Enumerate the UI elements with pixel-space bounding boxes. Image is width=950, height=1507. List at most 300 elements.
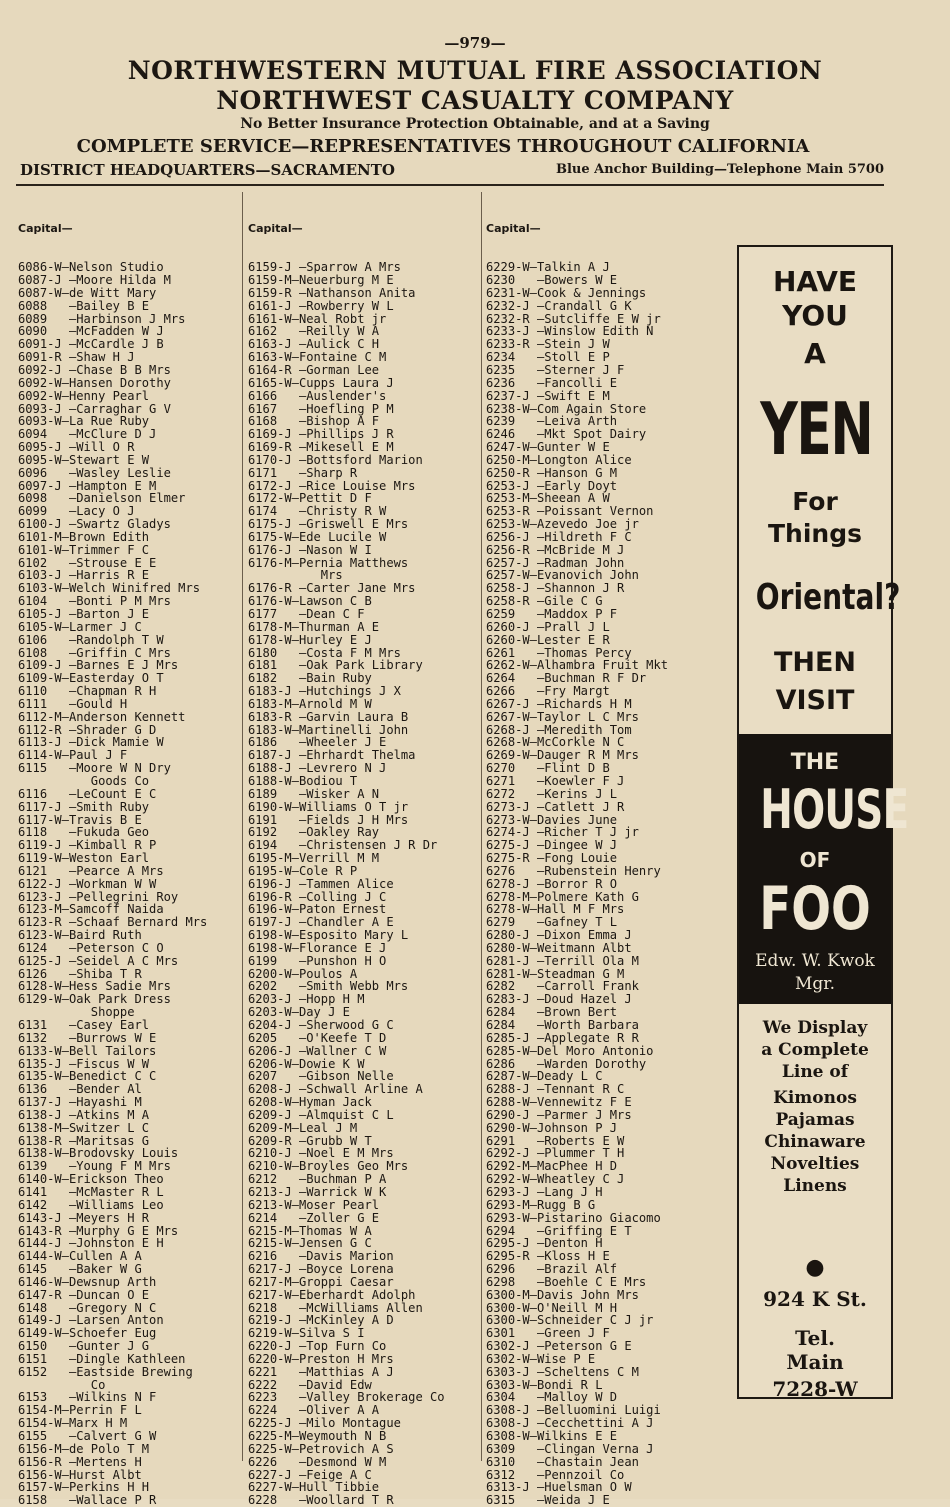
listing-entry: 6278-W—Hall M F Mrs xyxy=(486,902,625,917)
listing-entry: 6157-W—Perkins H H xyxy=(18,1480,150,1495)
listing-entry: 6189 —Wisker A N xyxy=(248,786,380,801)
ad-line: For xyxy=(792,487,838,516)
listing-entry: 6139 —Young F M Mrs xyxy=(18,1159,171,1174)
ad-products-section xyxy=(739,1004,891,1401)
listing-entry: 6187-J —Ehrhardt Thelma xyxy=(248,748,416,763)
listing-entry: 6230 —Bowers W E xyxy=(486,273,618,288)
listing-entry: 6087-W—de Witt Mary xyxy=(18,285,157,300)
listing-entry: 6176-W—Lawson C B xyxy=(248,594,372,609)
listing-entry: Mrs xyxy=(248,568,343,583)
listing-column-3 xyxy=(486,197,718,1507)
ad-store-line: THE xyxy=(790,750,840,775)
listing-entry: 6215-M—Thomas W A xyxy=(248,1223,372,1238)
ad-product-line: We Display xyxy=(762,1018,868,1038)
listing-entry: 6236 —Fancolli E xyxy=(486,375,618,390)
listing-entry: 6115 —Moore W N Dry xyxy=(18,761,171,776)
listing-entry: 6122-J —Workman W W xyxy=(18,876,157,891)
listing-entry: 6203-J —Hopp H M xyxy=(248,992,365,1007)
listing-entry: 6278-M—Polmere Kath G xyxy=(486,889,639,904)
listing-entry: 6138-R —Maritsas G xyxy=(18,1133,150,1148)
listing-entry: 6144-W—Cullen A A xyxy=(18,1249,142,1264)
listing-entry: 6108 —Griffin C Mrs xyxy=(18,645,171,660)
listing-entry: 6196-J —Tammen Alice xyxy=(248,876,394,891)
listing-entry: 6199 —Punshon H O xyxy=(248,953,387,968)
listing-entry: 6258-J —Shannon J R xyxy=(486,581,625,596)
column-header: Capital— xyxy=(486,221,541,235)
listing-entry: 6175-W—Ede Lucile W xyxy=(248,529,387,544)
listing-entry: 6235 —Sterner J F xyxy=(486,362,625,377)
listing-entry: Co xyxy=(18,1377,106,1392)
ad-product-line: Pajamas xyxy=(775,1110,855,1130)
listing-entry: 6267-W—Taylor L C Mrs xyxy=(486,709,639,724)
listing-entry: 6119-W—Weston Earl xyxy=(18,851,150,866)
listing-entry: 6287-W—Deady L C xyxy=(486,1069,603,1084)
listing-entry: 6086-W—Nelson Studio xyxy=(18,260,164,275)
listing-entry: 6192 —Oakley Ray xyxy=(248,825,380,840)
listing-entry: 6200-W—Poulos A xyxy=(248,966,358,981)
listing-entry: 6292-J —Plummer T H xyxy=(486,1146,625,1161)
listing-entry: 6118 —Fukuda Geo xyxy=(18,825,150,840)
listing-entry: 6183-W—Martinelli John xyxy=(248,722,409,737)
listing-entry: 6304 —Malloy W D xyxy=(486,1390,618,1405)
column-header: Capital— xyxy=(248,221,303,235)
listing-entry: 6300-W—O'Neill M H xyxy=(486,1300,618,1315)
listing-entry: 6091-R —Shaw H J xyxy=(18,350,135,365)
listing-entry: 6168 —Bishop A F xyxy=(248,414,380,429)
listing-entry: 6167 —Hoefling P M xyxy=(248,401,394,416)
listing-entry: 6291 —Roberts E W xyxy=(486,1133,625,1148)
listing-entry: 6259 —Maddox P F xyxy=(486,607,618,621)
listing-entry: 6126 —Shiba T R xyxy=(18,966,142,981)
listing-entry: 6182 —Bain Ruby xyxy=(248,671,372,686)
listing-entry: 6223 —Valley Brokerage Co xyxy=(248,1390,445,1405)
listing-entry: 6109-J —Barnes E J Mrs xyxy=(18,658,179,673)
listing-entry: 6132 —Burrows W E xyxy=(18,1030,157,1045)
listing-entry: 6302-J —Peterson G E xyxy=(486,1339,632,1354)
listing-entry: 6313-J —Huelsman O W xyxy=(486,1480,632,1495)
listing-entry: 6273-J —Catlett J R xyxy=(486,799,625,814)
listing-entry: 6227-J —Feige A C xyxy=(248,1467,372,1482)
listing-entry: 6121 —Pearce A Mrs xyxy=(18,863,164,878)
listing-entry: 6198-W—Florance E J xyxy=(248,940,387,955)
listing-entry: 6092-W—Hansen Dorothy xyxy=(18,375,171,390)
listing-entry: 6285-W—Del Moro Antonio xyxy=(486,1043,654,1058)
listing-entry: 6176-J —Nason W I xyxy=(248,542,372,557)
listing-entry: 6216 —Davis Marion xyxy=(248,1249,394,1264)
listing-entry: 6225-W—Petrovich A S xyxy=(248,1441,394,1456)
listing-entry: 6283-J —Doud Hazel J xyxy=(486,992,632,1007)
listing-entry: 6260-J —Prall J L xyxy=(486,619,610,634)
listing-entry: 6140-W—Erickson Theo xyxy=(18,1172,164,1187)
column-header: Capital— xyxy=(18,221,73,235)
listing-entry: 6292-M—MacPhee H D xyxy=(486,1159,618,1174)
listing-entry: 6247-W—Gunter W E xyxy=(486,440,610,455)
listing-entry: 6180 —Costa F M Mrs xyxy=(248,645,401,660)
listing-entry: 6208-J —Schwall Arline A xyxy=(248,1082,423,1097)
listing-entry: 6149-J —Larsen Anton xyxy=(18,1313,164,1328)
listing-entry: 6151 —Dingle Kathleen xyxy=(18,1351,186,1366)
ad-line: THEN xyxy=(773,647,857,678)
ad-line: Oriental? xyxy=(755,577,901,618)
listing-entry: 6298 —Boehle C E Mrs xyxy=(486,1274,647,1289)
listing-column-2 xyxy=(248,197,480,1507)
listing-entry: 6197-J —Chandler A E xyxy=(248,915,394,930)
listing-entry: 6163-W—Fontaine C M xyxy=(248,350,387,365)
page-number: —979— xyxy=(444,34,506,52)
listing-entry: 6234 —Stoll E P xyxy=(486,350,610,365)
listing-entry: 6221 —Matthias A J xyxy=(248,1364,394,1379)
listing-entry: 6137-J —Hayashi M xyxy=(18,1095,142,1110)
listing-entry: 6112-M—Anderson Kennett xyxy=(18,709,186,724)
listing-entry: 6095-J —Will O R xyxy=(18,440,135,455)
listing-entry: 6237-J —Swift E M xyxy=(486,388,610,403)
listing-entry: 6219-J —McKinley A D xyxy=(248,1313,394,1328)
listing-entry: 6205 —O'Keefe T D xyxy=(248,1030,387,1045)
listing-entry: 6224 —Oliver A A xyxy=(248,1403,380,1418)
ad-store-line: OF xyxy=(799,848,831,872)
listing-entry: 6091-J —McCardle J B xyxy=(18,337,164,352)
listing-entry: 6232-R —Sutcliffe E W jr xyxy=(486,311,661,326)
listing-entry: 6288-J —Tennant R C xyxy=(486,1082,625,1097)
listing-entry: 6092-J —Chase B B Mrs xyxy=(18,362,171,377)
listing-entry: 6162 —Reilly W A xyxy=(248,324,380,339)
ad-phone-number: 7228-W xyxy=(772,1377,858,1401)
listing-entry: 6161-J —Rowberry W L xyxy=(248,298,394,313)
ad-store-name-block xyxy=(739,734,909,1004)
ad-question-section xyxy=(739,247,901,732)
listing-entry: 6232-J —Crandall G K xyxy=(486,298,632,313)
listing-entry: 6089 —Harbinson J Mrs xyxy=(18,311,186,326)
listing-entry: 6204-J —Sherwood G C xyxy=(248,1018,394,1032)
ad-product-line: Line of xyxy=(781,1062,849,1082)
listing-entry: 6302-W—Wise P E xyxy=(486,1351,596,1366)
listing-entry: 6164-R —Gorman Lee xyxy=(248,362,380,377)
ad-store-line: FOO xyxy=(759,874,871,944)
listing-entry: 6309 —Clingan Verna J xyxy=(486,1441,654,1456)
listing-entry: 6165-W—Cupps Laura J xyxy=(248,375,394,390)
listing-entry: 6170-J —Bottsford Marion xyxy=(248,452,423,467)
listing-entry: 6218 —McWilliams Allen xyxy=(248,1300,423,1315)
listing-entry: 6209-R —Grubb W T xyxy=(248,1133,372,1148)
listing-entry: 6188-W—Bodiou T xyxy=(248,773,358,788)
listing-entry: 6256-R —McBride M J xyxy=(486,542,625,557)
listing-entry: 6159-J —Sparrow A Mrs xyxy=(248,260,401,275)
listing-entry: 6183-J —Hutchings J X xyxy=(248,684,401,699)
listing-entry: 6090 —McFadden W J xyxy=(18,324,164,339)
listing-entry: 6163-J —Aulick C H xyxy=(248,337,380,352)
listing-entry: 6131 —Casey Earl xyxy=(18,1018,150,1032)
listing-entry: 6143-R —Murphy G E Mrs xyxy=(18,1223,179,1238)
listing-entry: 6095-W—Stewart E W xyxy=(18,452,150,467)
listing-entry: 6227-W—Hull Tibbie xyxy=(248,1480,380,1495)
listing-entry: 6183-R —Garvin Laura B xyxy=(248,709,409,724)
listing-entry: 6239 —Leiva Arth xyxy=(486,414,618,429)
listing-entry: 6123-M—Samcoff Naida xyxy=(18,902,164,917)
listing-entry: 6280-W—Weitmann Albt xyxy=(486,940,632,955)
listing-entry: 6097-J —Hampton E M xyxy=(18,478,157,493)
listing-entry: 6308-W—Wilkins E E xyxy=(486,1429,618,1443)
ad-product-line: a Complete xyxy=(761,1040,869,1060)
listing-entry: 6169-R —Mikesell E M xyxy=(248,440,394,455)
listing-entry: 6295-J —Denton H xyxy=(486,1236,603,1251)
listing-entry: 6100-J —Swartz Gladys xyxy=(18,517,171,532)
ad-manager-name: Edw. W. Kwok xyxy=(755,951,875,971)
listing-entry: 6212 —Buchman P A xyxy=(248,1172,387,1187)
listing-entry: 6295-R —Kloss H E xyxy=(486,1249,610,1264)
listing-entry: 6220-J —Top Furn Co xyxy=(248,1339,387,1354)
listing-entry: 6213-W—Moser Pearl xyxy=(248,1197,380,1212)
ad-bullet: ● xyxy=(805,1254,825,1280)
listing-entry: 6229-W—Talkin A J xyxy=(486,260,610,275)
listing-entry: 6296 —Brazil Alf xyxy=(486,1262,618,1277)
listing-entry: 6253-R —Poissant Vernon xyxy=(486,504,654,519)
listing-entry: 6155 —Calvert G W xyxy=(18,1429,157,1443)
listing-entry: 6303-W—Bondi R L xyxy=(486,1377,603,1392)
listing-entry: 6198-W—Esposito Mary L xyxy=(248,928,409,943)
listing-entry: 6300-W—Schneider C J jr xyxy=(486,1313,654,1328)
listing-entry: 6166 —Auslender's xyxy=(248,388,387,403)
listing-entry: 6103-J —Harris R E xyxy=(18,568,150,583)
listing-entry: 6261 —Thomas Percy xyxy=(486,645,632,660)
listing-entry: 6222 —David Edw xyxy=(248,1377,372,1392)
listing-entry: 6171 —Sharp R xyxy=(248,465,358,480)
house-of-foo-advertisement xyxy=(737,245,909,1401)
ad-product-line: Novelties xyxy=(770,1154,860,1174)
listing-entry: 6161-W—Neal Robt jr xyxy=(248,311,387,326)
listing-entry: 6159-R —Nathanson Anita xyxy=(248,285,416,300)
listing-entry: 6266 —Fry Margt xyxy=(486,684,610,699)
listing-entry: 6284 —Worth Barbara xyxy=(486,1018,639,1032)
listing-entry: 6312 —Pennzoil Co xyxy=(486,1467,625,1482)
ad-tel-label: Tel. xyxy=(795,1326,835,1350)
listing-entry: 6128-W—Hess Sadie Mrs xyxy=(18,979,171,994)
listing-entry: 6150 —Gunter J G xyxy=(18,1339,150,1354)
listing-entry: 6143-J —Meyers H R xyxy=(18,1210,150,1225)
ad-product-line: Linens xyxy=(783,1176,847,1196)
listing-entry: 6109-W—Easterday O T xyxy=(18,671,164,686)
listing-entry: 6290-J —Parmer J Mrs xyxy=(486,1107,632,1122)
ad-product-line: Chinaware xyxy=(764,1132,866,1152)
listing-entry: 6106 —Randolph T W xyxy=(18,632,164,647)
listing-entry: 6146-W—Dewsnup Arth xyxy=(18,1274,157,1289)
listing-entry: 6138-J —Atkins M A xyxy=(18,1107,150,1122)
listing-entry: 6213-J —Warrick W K xyxy=(248,1184,387,1199)
listing-entry: 6110 —Chapman R H xyxy=(18,684,157,699)
listing-entry: 6217-M—Groppi Caesar xyxy=(248,1274,394,1289)
listing-entry: 6183-M—Arnold M W xyxy=(248,696,372,711)
listing-entry: 6270 —Flint D B xyxy=(486,761,610,776)
listing-entry: 6087-J —Moore Hilda M xyxy=(18,273,171,288)
listing-entry: 6174 —Christy R W xyxy=(248,504,387,519)
listing-entry: 6293-W—Pistarino Giacomo xyxy=(486,1210,661,1225)
ad-address: 924 K St. xyxy=(763,1287,867,1311)
listing-entry: 6169-J —Phillips J R xyxy=(248,427,394,442)
listing-entry: 6225-J —Milo Montague xyxy=(248,1416,401,1431)
listing-entry: 6271 —Koewler F J xyxy=(486,773,625,788)
listing-entry: 6119-J —Kimball R P xyxy=(18,838,157,853)
listing-entry: 6217-W—Eberhardt Adolph xyxy=(248,1287,416,1302)
listing-entry: 6207 —Gibson Nelle xyxy=(248,1069,394,1084)
listing-entry: 6281-W—Steadman G M xyxy=(486,966,625,981)
listing-entry: 6300-M—Davis John Mrs xyxy=(486,1287,639,1302)
listing-entry: 6123-W—Baird Ruth xyxy=(18,928,142,943)
listing-entry: 6190-W—Williams O T jr xyxy=(248,799,409,814)
listing-entry: 6135-W—Benedict C C xyxy=(18,1069,157,1084)
listing-entry: 6284 —Brown Bert xyxy=(486,1005,618,1020)
listing-entry: 6217-J —Boyce Lorena xyxy=(248,1262,394,1277)
listing-entry: 6231-W—Cook & Jennings xyxy=(486,285,647,300)
listing-entry: 6147-R —Duncan O E xyxy=(18,1287,150,1302)
listing-entry: 6272 —Kerins J L xyxy=(486,786,618,801)
header-title-casualty-company: NORTHWEST CASUALTY COMPANY xyxy=(216,86,734,115)
listing-entry: 6093-J —Carraghar G V xyxy=(18,401,171,416)
ad-manager-title: Mgr. xyxy=(795,974,835,994)
listing-entry: 6156-W—Hurst Albt xyxy=(18,1467,142,1482)
ad-headline: YEN xyxy=(760,387,873,471)
listing-entry: 6186 —Wheeler J E xyxy=(248,735,387,750)
listing-entry: 6175-J —Griswell E Mrs xyxy=(248,517,409,532)
listing-entry: Shoppe xyxy=(18,1005,135,1020)
listing-entry: 6104 —Bonti P M Mrs xyxy=(18,594,171,609)
listing-entry: 6290-W—Johnson P J xyxy=(486,1120,618,1135)
listing-entry: 6116 —LeCount E C xyxy=(18,786,157,801)
listing-entry: 6286 —Warden Dorothy xyxy=(486,1056,647,1071)
listing-entry: 6308-J —Cecchettini A J xyxy=(486,1416,654,1431)
listing-entry: 6276 —Rubenstein Henry xyxy=(486,863,661,878)
listing-entry: 6262-W—Alhambra Fruit Mkt xyxy=(486,658,669,673)
listing-entry: 6195-W—Cole R P xyxy=(248,863,358,878)
listing-entry: 6253-W—Azevedo Joe jr xyxy=(486,517,639,532)
listing-entry: 6149-W—Schoefer Eug xyxy=(18,1326,157,1341)
listing-entry: 6123-R —Schaaf Bernard Mrs xyxy=(18,915,208,930)
listing-entry: 6219-W—Silva S I xyxy=(248,1326,365,1341)
listing-entry: 6206-W—Dowie K W xyxy=(248,1056,365,1071)
listing-entry: 6136 —Bender Al xyxy=(18,1082,142,1097)
listing-entry: 6148 —Gregory N C xyxy=(18,1300,157,1315)
listing-entry: 6154-M—Perrin F L xyxy=(18,1403,142,1418)
listing-entry: 6176-R —Carter Jane Mrs xyxy=(248,581,416,596)
listing-entry: 6268-J —Meredith Tom xyxy=(486,722,632,737)
listing-entry: 6267-J —Richards H M xyxy=(486,696,632,711)
listing-entry: 6280-J —Dixon Emma J xyxy=(486,928,632,943)
listing-entry: 6226 —Desmond W M xyxy=(248,1454,387,1469)
listing-entry: 6101-M—Brown Edith xyxy=(18,529,150,544)
listing-entry: 6220-W—Preston H Mrs xyxy=(248,1351,394,1366)
listing-entry: 6310 —Chastain Jean xyxy=(486,1454,639,1469)
listing-entry: 6196-W—Paton Ernest xyxy=(248,902,387,917)
listing-entry: 6124 —Peterson C O xyxy=(18,940,164,955)
listing-entry: 6103-W—Welch Winifred Mrs xyxy=(18,581,201,596)
listing-entry: 6268-W—McCorkle N C xyxy=(486,735,625,750)
listing-entry: 6138-W—Brodovsky Louis xyxy=(18,1146,179,1161)
ad-line: YOU xyxy=(782,299,848,332)
listing-entry: 6215-W—Jensen G C xyxy=(248,1236,372,1251)
listing-entry: 6094 —McClure D J xyxy=(18,427,157,442)
listing-entry: 6194 —Christensen J R Dr xyxy=(248,838,438,853)
listing-entry: 6250-R —Hanson G M xyxy=(486,465,618,480)
listing-entry: 6156-R —Mertens H xyxy=(18,1454,142,1469)
listing-entry: 6206-J —Wallner C W xyxy=(248,1043,387,1058)
listing-entry: 6275-J —Dingee W J xyxy=(486,838,618,853)
listing-entry: 6288-W—Vennewitz F E xyxy=(486,1095,632,1110)
listing-entry: 6145 —Baker W G xyxy=(18,1262,142,1277)
listing-entry: 6117-W—Travis B E xyxy=(18,812,142,827)
listing-entry: 6253-J —Early Doyt xyxy=(486,478,618,493)
listing-entry: 6203-W—Day J E xyxy=(248,1005,350,1020)
listing-entry: 6238-W—Com Again Store xyxy=(486,401,647,416)
listing-entry: 6178-M—Thurman A E xyxy=(248,619,380,634)
listing-entry: 6159-M—Neuerburg M E xyxy=(248,273,394,288)
listing-entry: 6279 —Gafney T L xyxy=(486,915,618,930)
listing-entry: 6210-W—Broyles Geo Mrs xyxy=(248,1159,409,1174)
listing-entry: 6209-M—Leal J M xyxy=(248,1120,358,1135)
listing-entry: 6142 —Williams Leo xyxy=(18,1197,164,1212)
listing-entry: 6152 —Eastside Brewing xyxy=(18,1364,193,1379)
listing-entry: 6133-W—Bell Tailors xyxy=(18,1043,157,1058)
listing-entry: 6308-J —Belluomini Luigi xyxy=(486,1403,661,1418)
listing-entry: 6156-M—de Polo T M xyxy=(18,1441,150,1456)
ad-line: A xyxy=(804,337,826,370)
header-service: COMPLETE SERVICE—REPRESENTATIVES THROUGHOUT CALIFORNIA xyxy=(76,136,810,157)
listing-entry: 6181 —Oak Park Library xyxy=(248,658,423,673)
listing-entry: 6113-J —Dick Mamie W xyxy=(18,735,164,750)
listing-entry: 6117-J —Smith Ruby xyxy=(18,799,150,814)
listing-entry: 6294 —Griffing E T xyxy=(486,1223,632,1238)
listing-entry: 6177 —Dean C F xyxy=(248,607,365,621)
ad-line: VISIT xyxy=(775,685,855,716)
listing-entry: 6144-J —Johnston E H xyxy=(18,1236,164,1251)
listing-entry: 6158 —Wallace P R xyxy=(18,1493,157,1507)
header-building: Blue Anchor Building—Telephone Main 5700 xyxy=(555,162,884,177)
listing-entry: 6098 —Danielson Elmer xyxy=(18,491,186,506)
listing-entry: 6228 —Woollard T R xyxy=(248,1493,394,1507)
header-title-fire-association: NORTHWESTERN MUTUAL FIRE ASSOCIATION xyxy=(127,56,823,85)
listing-entry: 6188-J —Levrero N J xyxy=(248,761,387,776)
ad-line: Things xyxy=(768,519,862,548)
listing-entry: 6101-W—Trimmer F C xyxy=(18,542,150,557)
listing-entry: 6112-R —Shrader G D xyxy=(18,722,157,737)
listing-entry: Goods Co xyxy=(18,773,150,788)
listing-entry: 6264 —Buchman R F Dr xyxy=(486,671,647,686)
listing-entry: 6092-W—Henny Pearl xyxy=(18,388,150,403)
listing-entry: 6114-W—Paul J F xyxy=(18,748,128,763)
ad-product-line: Kimonos xyxy=(773,1088,857,1108)
listing-entry: 6096 —Wasley Leslie xyxy=(18,465,171,480)
listing-entry: 6273-W—Davies June xyxy=(486,812,618,827)
listing-entry: 6099 —Lacy O J xyxy=(18,504,135,519)
listing-entry: 6253-M—Sheean A W xyxy=(486,491,610,506)
header-district: DISTRICT HEADQUARTERS—SACRAMENTO xyxy=(20,161,395,179)
listing-entry: 6256-J —Hildreth F C xyxy=(486,529,632,544)
listing-entry: 6196-R —Colling J C xyxy=(248,889,387,904)
listing-entry: 6250-M—Longton Alice xyxy=(486,452,632,467)
listing-entry: 6293-J —Lang J H xyxy=(486,1184,603,1199)
listing-entry: 6178-W—Hurley E J xyxy=(248,632,372,647)
listing-entry: 6111 —Gould H xyxy=(18,696,128,711)
listing-entry: 6154-W—Marx H M xyxy=(18,1416,128,1431)
listing-entry: 6141 —McMaster R L xyxy=(18,1184,164,1199)
ad-line: HAVE xyxy=(773,265,857,298)
listing-entry: 6123-J —Pellegrini Roy xyxy=(18,889,179,904)
listing-entry: 6093-W—La Rue Ruby xyxy=(18,414,150,429)
listing-entry: 6191 —Fields J H Mrs xyxy=(248,812,409,827)
listing-entry: 6210-J —Noel E M Mrs xyxy=(248,1146,394,1161)
listing-entry: 6260-W—Lester E R xyxy=(486,632,610,647)
listing-entry: 6172-J —Rice Louise Mrs xyxy=(248,478,416,493)
listing-entry: 6275-R —Fong Louie xyxy=(486,851,618,866)
listing-entry: 6303-J —Scheltens C M xyxy=(486,1364,639,1379)
listing-entry: 6176-M—Pernia Matthews xyxy=(248,555,409,570)
